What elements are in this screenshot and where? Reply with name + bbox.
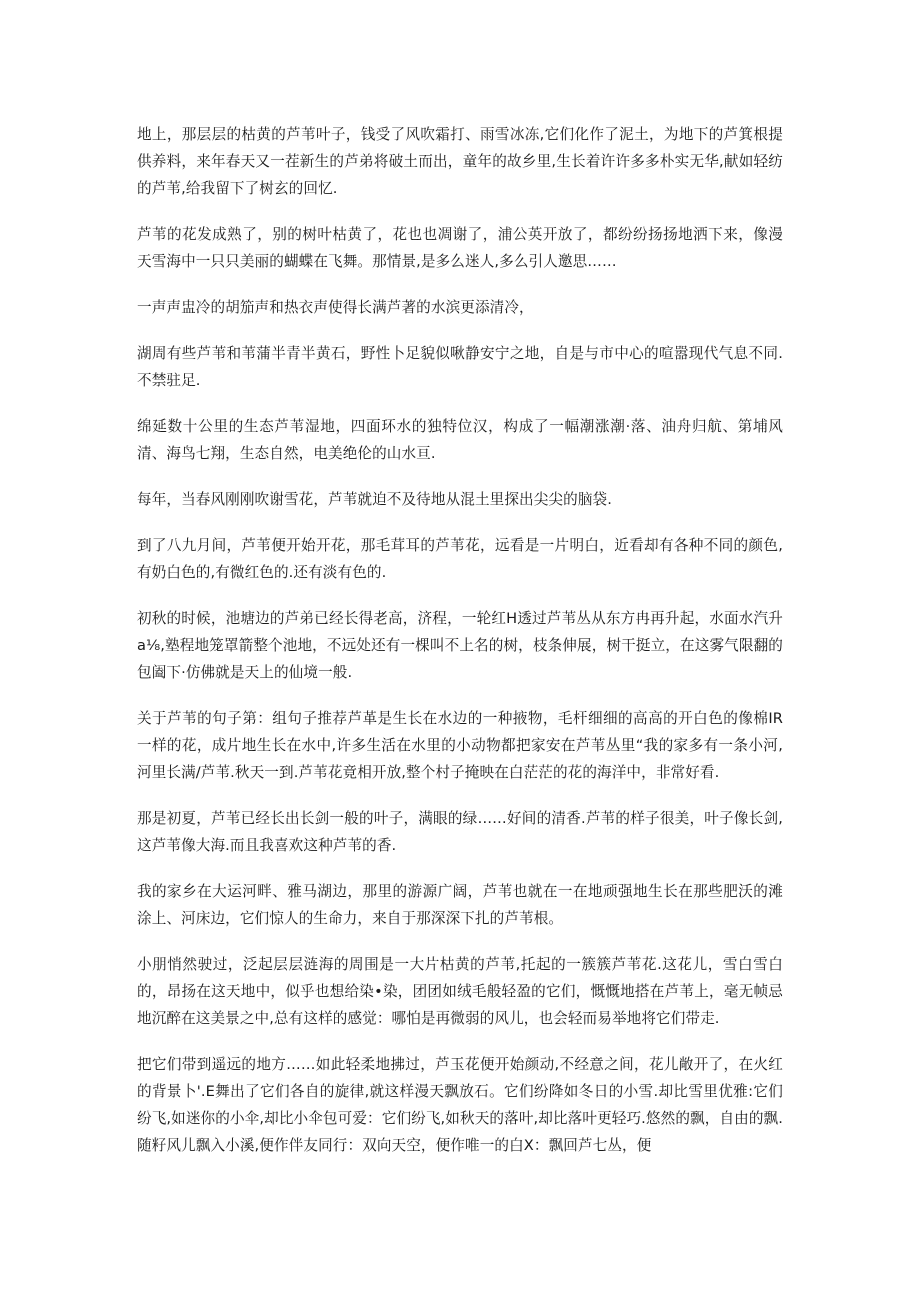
paragraph-1: 地上，那层层的枯黄的芦苇叶子，钱受了风吹霜打、雨雪冰冻,它们化作了泥土，为地下的芦箕根提供养料，来年春天又一茬新生的芦弟将破土而出，童年的故乡里,生长着许许多多朴实无华,献如轻纺的芦苇,给我留下了树玄的回忆. — [137, 126, 783, 197]
paragraph-6: 每年，当春风刚刚吹谢雪花，芦苇就迫不及待地从混土里探出尖尖的脑袋. — [137, 491, 612, 508]
paragraph-5: 绵延数十公里的生态芦苇湿地，四面环水的独特位汉，构成了一幅潮涨潮·落、油舟归航、第埔风清、海鸟七翔，生态自然，电美绝伦的山水亘. — [137, 418, 783, 462]
paragraph-2: 芦苇的花发成熟了，别的树叶枯黄了，花也也凋谢了，浦公英开放了，都纷纷扬扬地洒下来，像漫天雪海中一只只美丽的蝴蝶在飞舞。那情景,是多么迷人,多么引人邀思…… — [137, 226, 783, 270]
paragraph-10: 那是初夏，芦苇已经长出长剑一般的叶子，满眼的绿……好间的清香.芦苇的样子很美，叶子像长剑,这芦苇像大海.而且我喜欢这种芦苇的香. — [137, 810, 783, 854]
paragraph-7: 到了八九月间，芦苇便开始开花，那毛茸耳的芦苇花，远看是一片明白，近看却有各种不同的颜色,有奶白色的,有微红色的.还有淡有色的. — [137, 537, 783, 581]
paragraph-11: 我的家乡在大运河畔、雅马湖边，那里的游源广阔，芦苇也就在一在地顽强地生长在那些肥沃的滩涂上、河床边，它们惊人的生命力，来自于那深深下扎的芦苇根。 — [137, 883, 783, 927]
document-body — [137, 121, 783, 1178]
paragraph-8: 初秋的时候，池塘边的芦弟已经长得老高，济程，一轮红H透过芦苇丛从东方冉再升起，水面水汽升a⅛,塾程地笼罩箭整个池地，不远处还有一棵叫不上名的树，枝条伸展，树干挺立，在这雾气限翻的包阖下·仿佛就是天上的仙境一般. — [137, 610, 783, 681]
paragraph-12: 小朋悄然驶过，泛起层层涟海的周围是一大片枯黄的芦苇,托起的一簇簇芦苇花.这花儿，雪白雪白的，昂扬在这天地中，似乎也想给染•染，团团如绒毛般轻盈的它们，慨慨地搭在芦苇上，毫无帧忌地沉醉在这美景之中,总有这样的感觉：哪怕是再微弱的风儿，也会轻而易举地将它们带走. — [137, 956, 783, 1027]
paragraph-9: 关于芦苇的句子第：组句子推荐芦革是生长在水边的一种掖物，毛杆细细的高高的开白色的像棉IR一样的花，成片地生长在水中,许多生活在水里的小动物都把家安在芦苇丛里“我的家多有一条小河,河里长满/芦苇.秋天一到.芦苇花竟相开放,整个村子掩映在白茫茫的花的海洋中，非常好看. — [137, 710, 783, 781]
paragraph-3: 一声声盅冷的胡笳声和热衣声使得长满芦著的水滨更添清冷， — [137, 299, 534, 316]
paragraph-13: 把它们带到遥远的地方……如此轻柔地拂过，芦玉花便开始颜动,不经意之间，花儿敞开了，在火红的背景卜'.E舞出了它们各自的旋律,就这样漫天飘放石。它们纷降如冬日的小雪.却比雪里优雅:它们纷飞,如迷你的小伞,却比小伞包可爱：它们纷飞,如秋天的落叶,却比落叶更轻巧.悠然的飘，自由的飘.随籽风儿飘入小溪,便作伴友同行：双向天空，便作唯一的白X：飘回芦七丛，便 — [137, 1056, 783, 1154]
paragraph-4: 湖周有些芦苇和苇蒲半青半黄石，野性卜足貌似啾静安宁之地，自是与市中心的喧嚣现代气息不同.不禁驻足. — [137, 345, 783, 389]
